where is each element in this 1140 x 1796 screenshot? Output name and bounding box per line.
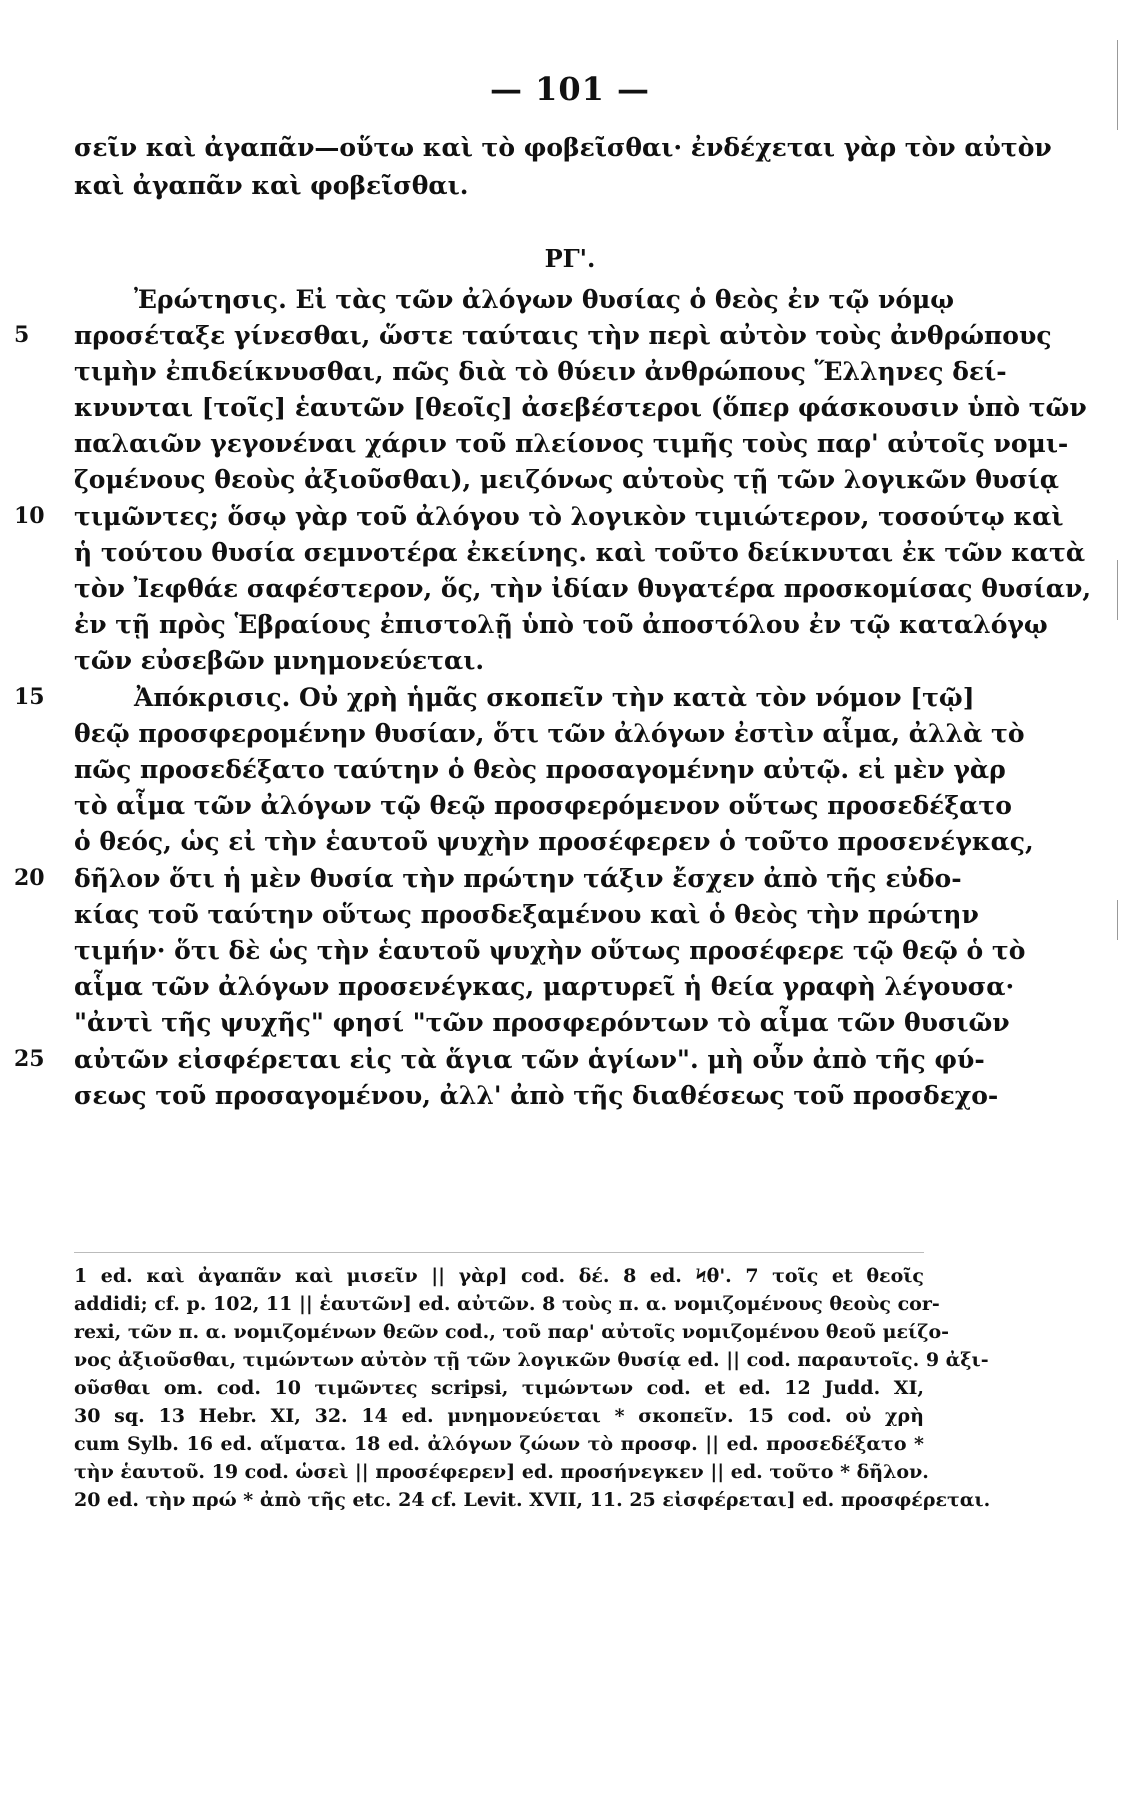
text-line: σεῖν καὶ ἀγαπᾶν—οὕτω καὶ τὸ φοβεῖσθαι· ἐνδέχεται γὰρ τὸν αὐτὸν — [74, 133, 1052, 162]
text-line: θεῷ προσφερομένην θυσίαν, ὅτι τῶν ἀλόγων ἐστὶν αἷμα, ἀλλὰ τὸ — [74, 719, 1025, 748]
footnote-line: τὴν ἑαυτοῦ. 19 cod. ὡσεὶ || προσέφερεν] ed. προσήνεγκεν || ed. τοῦτο * δῆλον. — [74, 1461, 929, 1483]
footnote-line: addidi; cf. p. 102, 11 || ἑαυτῶν] ed. αὐτῶν. 8 τοὺς π. α. νομιζομένους θεοὺς cor- — [74, 1293, 940, 1315]
text-line: τὸν Ἰεφθάε σαφέστερον, ὅς, τὴν ἰδίαν θυγατέρα προσκομίσας θυσίαν, — [74, 574, 1092, 603]
text-line: ὁ θεός, ὡς εἰ τὴν ἑαυτοῦ ψυχὴν προσέφερεν ὁ τοῦτο προσενέγκας, — [74, 827, 1034, 856]
text-line: πῶς προσεδέξατο ταύτην ὁ θεὸς προσαγομένην αὐτῷ. εἰ μὲν γὰρ — [74, 755, 1006, 784]
line-number: 20 — [14, 865, 45, 891]
line-number: 25 — [14, 1046, 45, 1072]
footnote-separator — [74, 1252, 924, 1253]
line-number: 5 — [14, 322, 30, 348]
page-number: — 101 — — [489, 70, 651, 108]
scan-margin-mark — [1117, 900, 1118, 940]
text-line: ἐν τῇ πρὸς Ἑβραίους ἐπιστολῇ ὑπὸ τοῦ ἀποστόλου ἐν τῷ καταλόγῳ — [74, 610, 1048, 639]
scan-margin-mark — [1117, 40, 1118, 130]
scan-margin-mark — [1117, 560, 1118, 620]
text-line: τῶν εὐσεβῶν μνημονεύεται. — [74, 646, 485, 675]
text-line: καὶ ἀγαπᾶν καὶ φοβεῖσθαι. — [74, 171, 469, 200]
text-line: παλαιῶν γεγονέναι χάριν τοῦ πλείονος τιμῆς τοὺς παρ' αὐτοῖς νομι- — [74, 429, 1069, 458]
text-line: κίας τοῦ ταύτην οὕτως προσδεξαμένου καὶ ὁ θεὸς τὴν πρώτην — [74, 900, 979, 929]
section-heading: PΓ'. — [544, 244, 596, 273]
footnote-line: cum Sylb. 16 ed. αἵματα. 18 ed. ἀλόγων ζώων τὸ προσφ. || ed. προσεδέξατο * — [74, 1433, 924, 1455]
line-number: 15 — [14, 684, 45, 710]
footnote-line: 1 ed. καὶ ἀγαπᾶν καὶ μισεῖν || γὰρ] cod. δέ. 8 ed. Ϟθ'. 7 τοῖς et θεοῖς — [74, 1265, 924, 1287]
text-line: Ἀπόκρισις. Οὐ χρὴ ἡμᾶς σκοπεῖν τὴν κατὰ τὸν νόμον [τῷ] — [134, 683, 975, 712]
text-line: τὸ αἷμα τῶν ἀλόγων τῷ θεῷ προσφερόμενον οὕτως προσεδέξατο — [74, 791, 1012, 820]
text-line: τιμήν· ὅτι δὲ ὡς τὴν ἑαυτοῦ ψυχὴν οὕτως προσέφερε τῷ θεῷ ὁ τὸ — [74, 936, 1026, 965]
text-line: σεως τοῦ προσαγομένου, ἀλλ' ἀπὸ τῆς διαθέσεως τοῦ προσδεχο- — [74, 1081, 999, 1110]
footnote-line: οῦσθαι om. cod. 10 τιμῶντες scripsi, τιμώντων cod. et ed. 12 Judd. XI, — [74, 1377, 924, 1399]
footnote-line: νος ἀξιοῦσθαι, τιμώντων αὐτὸν τῇ τῶν λογικῶν θυσίᾳ ed. || cod. παραυτοῖς. 9 ἀξι- — [74, 1349, 989, 1371]
text-line: ζομένους θεοὺς ἀξιοῦσθαι), μειζόνως αὐτοὺς τῇ τῶν λογικῶν θυσίᾳ — [74, 465, 1059, 494]
text-line: προσέταξε γίνεσθαι, ὥστε ταύταις τὴν περὶ αὐτὸν τοὺς ἀνθρώπους — [74, 321, 1052, 350]
text-line: δῆλον ὅτι ἡ μὲν θυσία τὴν πρώτην τάξιν ἔσχεν ἀπὸ τῆς εὐδο- — [74, 864, 962, 893]
footnote-line: rexi, τῶν π. α. νομιζομένων θεῶν cod., τοῦ παρ' αὐτοῖς νομιζομένου θεοῦ μείζο- — [74, 1321, 950, 1343]
text-line: ἡ τούτου θυσία σεμνοτέρα ἐκείνης. καὶ τοῦτο δείκνυται ἐκ τῶν κατὰ — [74, 538, 1086, 567]
text-line: κνυνται [τοῖς] ἑαυτῶν [θεοῖς] ἀσεβέστεροι (ὅπερ φάσκουσιν ὑπὸ τῶν — [74, 393, 1087, 422]
footnote-line: 20 ed. τὴν πρώ * ἀπὸ τῆς etc. 24 cf. Levit. XVII, 11. 25 εἰσφέρεται] ed. προσφέρεται. — [74, 1489, 991, 1511]
question-text: Ἐρώτησις. Εἰ τὰς τῶν ἀλόγων θυσίας ὁ θεὸς ἐν τῷ νόμῳ — [134, 285, 955, 314]
text-line: "ἀντὶ τῆς ψυχῆς" φησί "τῶν προσφερόντων τὸ αἷμα τῶν θυσιῶν — [74, 1008, 1010, 1037]
text-line: τιμῶντες; ὅσῳ γὰρ τοῦ ἀλόγου τὸ λογικὸν τιμιώτερον, τοσούτῳ καὶ — [74, 502, 1064, 531]
text-line: τιμὴν ἐπιδείκνυσθαι, πῶς διὰ τὸ θύειν ἀνθρώπους Ἕλληνες δεί- — [74, 357, 1007, 386]
question-heading-line — [74, 282, 955, 318]
footnote-line: 30 sq. 13 Hebr. XI, 32. 14 ed. μνημονεύεται * σκοπεῖν. 15 cod. οὐ χρὴ — [74, 1405, 924, 1427]
line-number: 10 — [14, 503, 45, 529]
text-line: αἷμα τῶν ἀλόγων προσενέγκας, μαρτυρεῖ ἡ θεία γραφὴ λέγουσα· — [74, 972, 1015, 1001]
text-line: αὐτῶν εἰσφέρεται εἰς τὰ ἅγια τῶν ἁγίων". μὴ οὖν ἀπὸ τῆς φύ- — [74, 1045, 985, 1074]
